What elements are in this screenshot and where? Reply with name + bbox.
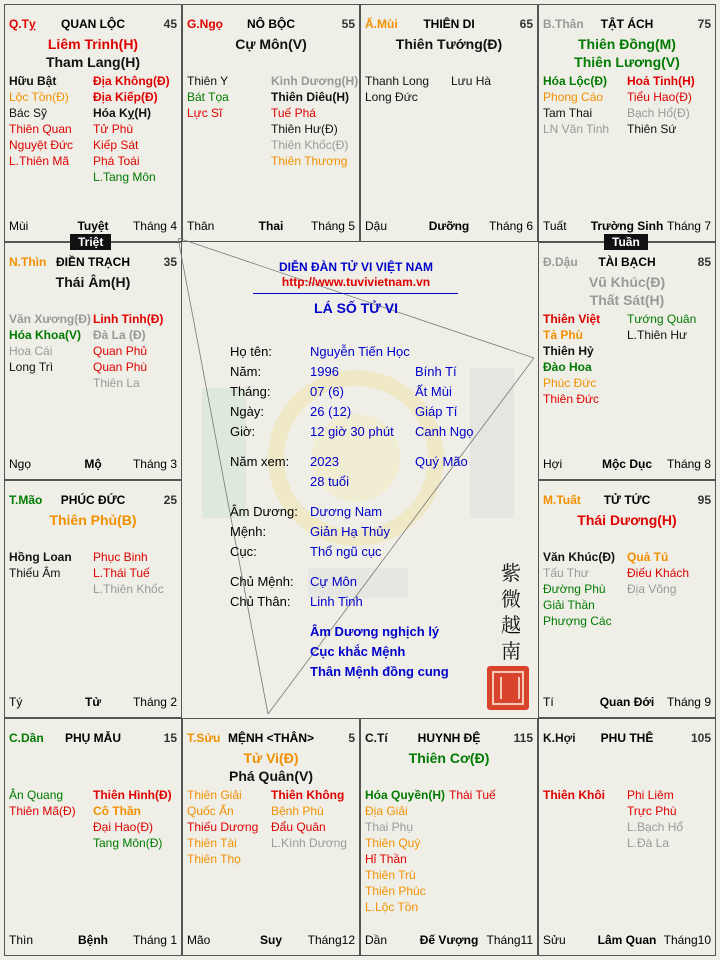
palace-footer (187, 933, 355, 947)
minor-star: Hóa Lộc(Đ) (543, 74, 607, 88)
minor-star: Hữu Bật (9, 74, 57, 88)
minor-stars-left (543, 549, 615, 629)
palace-header (187, 731, 355, 747)
minor-star: Thiên Khôi (543, 788, 605, 802)
age-value: 28 tuổi (310, 474, 350, 489)
palace-canchi: K.Hợi (543, 731, 576, 745)
palace-name: PHÚC ĐỨC (60, 493, 126, 507)
palace-stage: Bệnh (78, 933, 108, 947)
palace-mui (360, 4, 538, 242)
palace-age: 115 (513, 731, 533, 745)
amduong-label: Âm Dương: (230, 504, 298, 519)
minor-star: Địa Võng (627, 582, 677, 596)
minor-star: Đào Hoa (543, 360, 592, 374)
palace-suu (182, 718, 360, 956)
note-item: Âm Dương nghịch lý (310, 624, 440, 639)
minor-stars-right (93, 787, 172, 851)
minor-star: Thiên Việt (543, 312, 601, 326)
minor-star: Giải Thần (543, 598, 595, 612)
palace-canchi: G.Ngọ (187, 17, 223, 31)
palace-month: Tháng10 (663, 933, 711, 947)
palace-age: 95 (697, 493, 711, 507)
palace-chi: Tí (543, 695, 554, 709)
minor-star: Thiên Khốc(Đ) (271, 138, 349, 152)
chuthan-label: Chủ Thân: (230, 594, 291, 609)
day-label: Ngày: (230, 404, 264, 419)
minor-star: Thiên Không (271, 788, 345, 802)
day-value: 26 (12) (310, 404, 352, 419)
palace-name: TỬ TỨC (603, 493, 651, 507)
palace-stage: Mộc Dục (601, 457, 652, 471)
minor-star: Linh Tinh(Đ) (93, 312, 164, 326)
palace-name: TÀI BẠCH (598, 255, 656, 269)
minor-stars-right (627, 73, 695, 137)
minor-star: Tuế Phá (271, 106, 316, 120)
major-star: Vũ Khúc(Đ) (588, 274, 666, 290)
line-diagonal-a (178, 238, 534, 358)
minor-star: Bệnh Phù (271, 804, 324, 818)
minor-star: Đường Phù (543, 582, 606, 596)
palace-footer (187, 219, 355, 233)
seal-char: 南 (501, 639, 521, 663)
name-value: Nguyễn Tiến Học (310, 344, 410, 359)
minor-star: L.Lộc Tồn (365, 900, 419, 914)
notes (310, 622, 449, 682)
palace-name: HUYNH ĐỆ (417, 731, 481, 745)
minor-star: Hóa Kỵ(H) (93, 106, 152, 120)
palace-month: Tháng12 (307, 933, 355, 947)
palace-stage: Tử (84, 695, 102, 709)
palace-header (9, 731, 177, 747)
minor-star: L.Kình Dương (271, 836, 347, 850)
palace-age: 15 (163, 731, 177, 745)
minor-star: Phục Binh (93, 550, 148, 564)
chumenh-label: Chủ Mệnh: (230, 574, 294, 589)
minor-star: Địa Giải (365, 804, 408, 818)
minor-star: Kình Dương(H) (271, 74, 359, 88)
palace-age: 75 (697, 17, 711, 31)
minor-star: Lực Sĩ (187, 106, 223, 120)
minor-star: Lộc Tồn(Đ) (9, 90, 69, 104)
minor-star: L.Thái Tuế (93, 566, 150, 580)
seal-char: 紫 (501, 561, 521, 585)
palace-ty (4, 4, 182, 242)
palace-header (9, 17, 177, 33)
minor-stars-left (365, 787, 445, 915)
seal-char: 微 (501, 587, 521, 611)
palace-chi: Tý (9, 695, 23, 709)
minor-star: Nguyệt Đức (9, 138, 74, 152)
minor-star: L.Thiên Mã (9, 154, 70, 168)
cuc-value: Thổ ngũ cục (310, 544, 382, 559)
palace-chi: Tuất (543, 219, 567, 233)
minor-star: Long Trì (9, 360, 54, 374)
minor-star: Tả Phù (543, 328, 584, 342)
info-block (230, 342, 530, 622)
minor-star: Bác Sỹ (9, 106, 48, 120)
palace-age: 35 (163, 255, 177, 269)
minor-star: Quả Tú (627, 550, 669, 564)
palace-than (538, 4, 716, 242)
month-label: Tháng: (230, 384, 271, 399)
palace-stage: Dưỡng (428, 219, 470, 233)
name-label: Họ tên: (230, 344, 272, 359)
palace-chi: Mùi (9, 219, 29, 233)
palace-canchi: T.Mão (9, 493, 43, 507)
minor-star: L.Thiên Hư (627, 328, 688, 342)
seal-char: 越 (501, 613, 521, 637)
palace-header (543, 493, 711, 509)
minor-star: Thiên Quan (9, 122, 72, 136)
forum-name: DIỄN ĐÀN TỬ VI VIỆT NAM (279, 260, 433, 274)
palace-tuat (538, 480, 716, 718)
minor-star: Quốc Ấn (187, 804, 234, 818)
palace-chi: Mão (187, 933, 211, 947)
minor-star: Tiểu Hao(Đ) (627, 90, 692, 104)
note-item: Thân Mệnh đồng cung (310, 664, 449, 679)
minor-star: Quan Phủ (93, 344, 148, 358)
minor-star: Lưu Hà (451, 74, 492, 88)
palace-ti (360, 718, 538, 956)
minor-stars-right (451, 73, 491, 89)
palace-name: MỆNH <THÂN> (227, 731, 314, 745)
minor-star: Đẩu Quân (271, 820, 326, 834)
palace-month: Tháng 3 (132, 457, 177, 471)
minor-stars-left (187, 73, 229, 121)
palace-canchi: C.Dần (9, 731, 44, 745)
minor-star: Điếu Khách (627, 566, 690, 580)
palace-mao (4, 480, 182, 718)
minor-star: Hồng Loan (9, 550, 72, 564)
chumenh-value: Cự Môn (310, 574, 357, 589)
palace-stage: Suy (259, 933, 282, 947)
palace-canchi: T.Sửu (187, 731, 221, 745)
palace-month: Tháng11 (486, 933, 533, 947)
minor-star: Tang Môn(Đ) (93, 836, 163, 850)
month-canchi: Ất Mùi (415, 384, 452, 399)
minor-stars-right (627, 787, 683, 851)
minor-star: Đại Hao(Đ) (93, 820, 154, 834)
menh-value: Giản Hạ Thủy (310, 524, 390, 539)
palace-age: 55 (341, 17, 355, 31)
minor-star: Phi Liêm (627, 788, 674, 802)
palace-footer (543, 219, 711, 233)
palace-name: PHU THÊ (600, 731, 654, 745)
minor-star: Địa Kiếp(Đ) (93, 90, 158, 104)
minor-stars-left (543, 787, 605, 803)
major-star: Thái Dương(H) (577, 512, 677, 528)
minor-star: Thiên Phúc (365, 884, 426, 898)
major-star: Thiên Lương(V) (574, 54, 680, 70)
minor-star: Tấu Thư (543, 566, 589, 580)
viewyear-label: Năm xem: (230, 454, 290, 469)
minor-star: Bát Tọa (187, 90, 229, 104)
minor-star: Trực Phù (627, 804, 677, 818)
palace-month: Tháng 9 (666, 695, 711, 709)
palace-month: Tháng 2 (132, 695, 177, 709)
minor-star: Thái Tuế (449, 788, 496, 802)
palace-thin (4, 242, 182, 480)
minor-star: L.Tang Môn (93, 170, 156, 184)
palace-name: TẬT ÁCH (600, 17, 654, 31)
minor-star: Hỉ Thần (365, 852, 407, 866)
minor-stars-right (627, 549, 689, 597)
palace-canchi: N.Thìn (9, 255, 47, 269)
minor-star: Hóa Quyền(H) (365, 788, 446, 802)
palace-name: PHỤ MẪU (65, 731, 121, 745)
minor-star: Đà La (Đ) (93, 328, 146, 342)
palace-age: 5 (348, 731, 355, 745)
palace-age: 85 (697, 255, 711, 269)
palace-canchi: Ấ.Mùi (365, 17, 398, 31)
palace-footer (543, 457, 711, 471)
palace-chi: Hợi (543, 457, 563, 471)
minor-star: Hoa Cái (9, 344, 53, 358)
minor-star: L.Thiên Khốc (93, 582, 164, 596)
chuthan-value: Linh Tinh (310, 594, 363, 609)
major-star: Liêm Trinh(H) (47, 36, 139, 52)
minor-star: Phúc Đức (543, 376, 597, 390)
minor-star: Thiên Thương (271, 154, 348, 168)
hour-value: 12 giờ 30 phút (310, 424, 394, 439)
major-star: Phá Quân(V) (228, 768, 313, 784)
minor-star: Tam Thai (543, 106, 593, 120)
palace-dau (538, 242, 716, 480)
palace-month: Tháng 8 (666, 457, 711, 471)
palace-footer (9, 219, 177, 233)
minor-star: Cô Thần (93, 804, 141, 818)
palace-name: THIÊN DI (423, 17, 475, 31)
minor-star: Hoả Tinh(H) (627, 74, 695, 88)
minor-stars-right (93, 311, 163, 391)
minor-star: Bạch Hổ(Đ) (627, 106, 690, 120)
palace-age: 25 (163, 493, 177, 507)
center-panel (178, 238, 534, 714)
palace-stage: Thai (258, 219, 284, 233)
minor-star: Thiên Đức (543, 392, 600, 406)
seal-column (496, 560, 526, 664)
minor-stars-left (9, 549, 72, 581)
minor-stars-right (449, 787, 496, 803)
minor-star: Thiên Thọ (187, 852, 241, 866)
minor-star: Thiên Mã(Đ) (9, 804, 76, 818)
palace-footer (365, 933, 533, 947)
minor-star: Thiên Y (187, 74, 229, 88)
palace-canchi: C.Tí (365, 731, 388, 745)
major-star: Thiên Đồng(M) (578, 36, 676, 52)
palace-header (187, 17, 355, 33)
hour-canchi: Canh Ngọ (415, 424, 474, 439)
minor-star: Thiên Giải (187, 788, 242, 802)
palace-stage: Lâm Quan (597, 933, 657, 947)
minor-stars-right (93, 73, 170, 185)
year-value: 1996 (310, 364, 339, 379)
palace-chi: Thân (187, 219, 215, 233)
palace-header (543, 17, 711, 33)
palace-header (9, 493, 177, 509)
minor-star: Long Đức (365, 90, 418, 104)
palace-month: Tháng 5 (310, 219, 355, 233)
palace-chi: Sửu (543, 933, 566, 947)
minor-stars-right (271, 73, 358, 169)
viewyear-canchi: Quý Mão (415, 454, 468, 469)
palace-footer (365, 219, 533, 233)
minor-star: Phá Toái (93, 154, 140, 168)
menh-label: Mệnh: (230, 524, 267, 539)
palace-age: 65 (519, 17, 533, 31)
minor-stars-right (627, 311, 696, 343)
minor-stars-left (9, 73, 73, 169)
minor-stars-left (365, 73, 429, 105)
palace-chi: Dần (365, 933, 388, 947)
palace-footer (9, 457, 177, 471)
major-star: Thất Sát(H) (589, 292, 665, 308)
minor-stars-left (187, 787, 258, 867)
major-star: Tử Vi(Đ) (243, 750, 299, 766)
minor-star: Văn Khúc(Đ) (543, 550, 615, 564)
palace-footer (9, 695, 177, 709)
minor-star: Ân Quang (9, 788, 64, 802)
palace-chi: Thìn (9, 933, 34, 947)
minor-stars-left (543, 73, 609, 137)
palace-name: QUAN LỘC (61, 17, 125, 31)
palace-footer (9, 933, 177, 947)
header-divider (253, 293, 458, 294)
palace-stage: Tuyệt (77, 219, 109, 233)
palace-header (9, 255, 177, 271)
triet-marker: Triệt (70, 234, 111, 250)
palace-age: 105 (690, 731, 711, 745)
palace-header (365, 731, 533, 747)
palace-canchi: Q.Tỵ (9, 17, 36, 31)
palace-month: Tháng 1 (132, 933, 177, 947)
palace-month: Tháng 4 (132, 219, 177, 233)
minor-star: Văn Xương(Đ) (9, 312, 91, 326)
palace-name: NÔ BỘC (247, 17, 295, 31)
minor-stars-left (9, 787, 76, 819)
palace-month: Tháng 7 (666, 219, 711, 233)
palace-stage: Quan Đới (599, 695, 655, 709)
minor-star: Phong Cáo (543, 90, 604, 104)
chart-title: LÁ SỐ TỬ VI (314, 300, 398, 316)
minor-star: Thiên Trù (365, 868, 416, 882)
minor-star: Thiên Quý (365, 836, 421, 850)
major-star: Tham Lang(H) (45, 54, 141, 70)
palace-month: Tháng 6 (488, 219, 533, 233)
palace-chi: Dậu (365, 219, 388, 233)
minor-star: Thiên Tài (187, 836, 237, 850)
palace-ngo (182, 4, 360, 242)
palace-canchi: B.Thân (543, 17, 584, 31)
minor-star: Thiên Hỷ (543, 344, 594, 358)
minor-star: Địa Không(Đ) (93, 74, 170, 88)
minor-star: Tướng Quân (627, 312, 697, 326)
minor-stars-left (543, 311, 600, 407)
minor-star: Thiên Sứ (627, 122, 677, 136)
minor-star: Thai Phụ (365, 820, 414, 834)
minor-stars-right (271, 787, 347, 851)
minor-star: Thiên La (93, 376, 140, 390)
minor-stars-left (9, 311, 91, 375)
palace-chi: Ngọ (9, 457, 32, 471)
viewyear-value: 2023 (310, 454, 339, 469)
palace-stage: Đế Vượng (419, 933, 479, 947)
minor-star: Hóa Khoa(V) (9, 328, 81, 342)
minor-star: Thiên Hư(Đ) (271, 122, 338, 136)
year-canchi: Bính Tí (415, 364, 457, 379)
palace-stage: Mộ (84, 457, 102, 471)
palace-dan (4, 718, 182, 956)
minor-star: LN Văn Tinh (543, 122, 610, 136)
major-star: Thiên Cơ(Đ) (408, 750, 490, 766)
palace-footer (543, 695, 711, 709)
minor-stars-right (93, 549, 164, 597)
major-star: Cự Môn(V) (235, 36, 307, 52)
palace-header (365, 17, 533, 33)
minor-star: Thiếu Âm (9, 566, 61, 580)
month-value: 07 (6) (310, 384, 344, 399)
palace-canchi: M.Tuất (543, 493, 581, 507)
palace-age: 45 (163, 17, 177, 31)
palace-header (543, 731, 711, 747)
minor-star: Thiên Diêu(H) (271, 90, 349, 104)
minor-star: Kiếp Sát (93, 138, 139, 152)
minor-star: Quan Phù (93, 360, 148, 374)
minor-star: L.Đà La (627, 836, 670, 850)
forum-url[interactable]: http://www.tuvivietnam.vn (281, 275, 431, 289)
day-canchi: Giáp Tí (415, 404, 458, 419)
major-star: Thái Âm(H) (55, 274, 131, 290)
palace-canchi: Đ.Dậu (543, 255, 578, 269)
minor-star: L.Bạch Hổ (627, 820, 684, 834)
red-seal-stamp (487, 666, 529, 710)
palace-hoi (538, 718, 716, 956)
note-item: Cục khắc Mệnh (310, 644, 406, 659)
year-label: Năm: (230, 364, 262, 379)
minor-star: Thanh Long (365, 74, 430, 88)
palace-name: ĐIỀN TRẠCH (56, 255, 130, 269)
tuan-marker: Tuần (604, 234, 648, 250)
palace-stage: Trường Sinh (590, 219, 664, 233)
palace-footer (543, 933, 711, 947)
hour-label: Giờ: (230, 424, 256, 439)
major-star: Thiên Phủ(B) (49, 512, 137, 528)
amduong-value: Dương Nam (310, 504, 383, 519)
palace-header (543, 255, 711, 271)
minor-star: Phượng Các (543, 614, 612, 628)
cuc-label: Cục: (230, 544, 257, 559)
minor-star: Thiên Hình(Đ) (93, 788, 172, 802)
minor-star: Thiếu Dương (187, 820, 259, 834)
minor-star: Tử Phù (93, 122, 134, 136)
major-star: Thiên Tướng(Đ) (395, 36, 503, 52)
